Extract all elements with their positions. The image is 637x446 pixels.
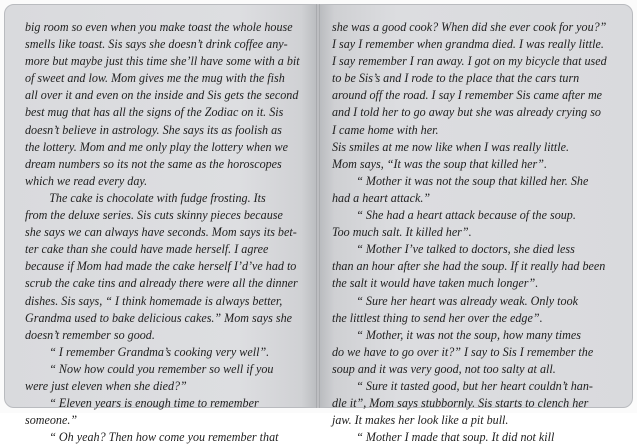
text-line: she says we can always have seconds. Mom says its bet- [25,225,297,240]
text-line: “ She had a heart attack because of the soup. [332,208,576,223]
text-line: “ Mother it was not the soup that killed her. She [332,173,589,188]
text-line: I came home with her. [332,122,439,137]
text-line: soup and it was very good, not too salty at all. [332,361,556,376]
text-line: to be Sis’s and I rode to the place that the cars turn [332,71,580,86]
text-line: the salt it would have taken much longer”. [332,276,539,291]
text-line: Too much salt. It killed her”. [332,225,472,240]
left-page [4,4,318,445]
text-line: “ Mother I made that soup. It did not kill [332,430,555,445]
book-spine [316,4,320,408]
text-line: The cake is chocolate with fudge frosting. Its [25,190,266,205]
text-line: had a heart attack.” [332,190,431,205]
text-line: I say remember I ran away. I got on my bicycle that used [332,54,607,69]
text-line: Sis smiles at me now like when I was really little. [332,139,570,154]
text-line: “ Mother, it was not the soup, how many times [332,327,581,342]
text-line: she was a good cook? When did she ever cook for you?” [332,20,607,34]
text-line: Mom says, “It was the soup that killed her”. [332,156,547,171]
text-line: the lottery. Mom and me only play the lottery when we [25,139,288,154]
text-line: I say I remember when grandma died. I was really little. [332,37,604,52]
text-line: big room so even when you make toast the whole house [25,20,293,34]
text-line: dle it”, Mom says stubbornly. Sis starts to clench her [332,396,589,411]
text-line: “ Eleven years is enough time to remember [25,396,259,411]
text-line: and I told her to go away but she was already crying so [332,105,601,120]
text-line: someone.” [25,413,78,428]
text-line: “ Sure it tasted good, but her heart couldn’t han- [332,378,593,393]
left-page-text [25,19,300,446]
text-line: “ Now how could you remember so well if you [25,361,274,376]
text-line: dream numbers so its not the same as the horoscopes [25,156,282,171]
text-line: which we read every day. [25,173,148,188]
text-line: “ Oh yeah? Then how come you remember that [25,430,279,445]
text-line: because if Mom had made the cake herself I’d’ve had to [25,259,297,274]
text-line: ter cake than she could have made herself. I agree [25,242,269,257]
text-line: “ Mother I’ve talked to doctors, she died less [332,242,575,257]
text-line: more but maybe just this time she’ll have some with a bit [25,54,300,69]
text-line: the littlest thing to send her over the edge”. [332,310,543,325]
text-line: scrub the cake tins and already there were all the dinner [25,276,298,291]
right-page-text [332,19,607,446]
text-line: of sweet and low. Mom gives me the mug with the fish [25,71,285,86]
text-line: doesn’t believe in astrology. She says its as foolish as [25,122,282,137]
text-line: best mug that has all the signs of the Zodiac on it. Sis [25,105,284,120]
text-line: jaw. It makes her look like a pit bull. [332,413,509,428]
text-line: “ I remember Grandma’s cooking very well”. [25,344,270,359]
text-line: from the deluxe series. Sis cuts skinny pieces because [25,208,283,223]
text-line: smells like toast. Sis says she doesn’t drink coffee any- [25,37,288,52]
right-page [318,4,633,445]
text-line: all over it and even on the inside and Sis gets the second [25,88,299,103]
text-line: were just eleven when she died?” [25,378,187,393]
text-line: than an hour after she had the soup. If it really had been [332,259,606,274]
text-line: around off the road. I say I remember Sis came after me [332,88,603,103]
text-line: “ Sure her heart was already weak. Only took [332,293,578,308]
text-line: dishes. Sis says, “ I think homemade is always better, [25,293,283,308]
text-line: Grandma used to bake delicious cakes.” Mom says she [25,310,293,325]
text-line: doesn’t remember so good. [25,327,155,342]
text-line: do we have to go over it?” I say to Sis I remember the [332,344,594,359]
